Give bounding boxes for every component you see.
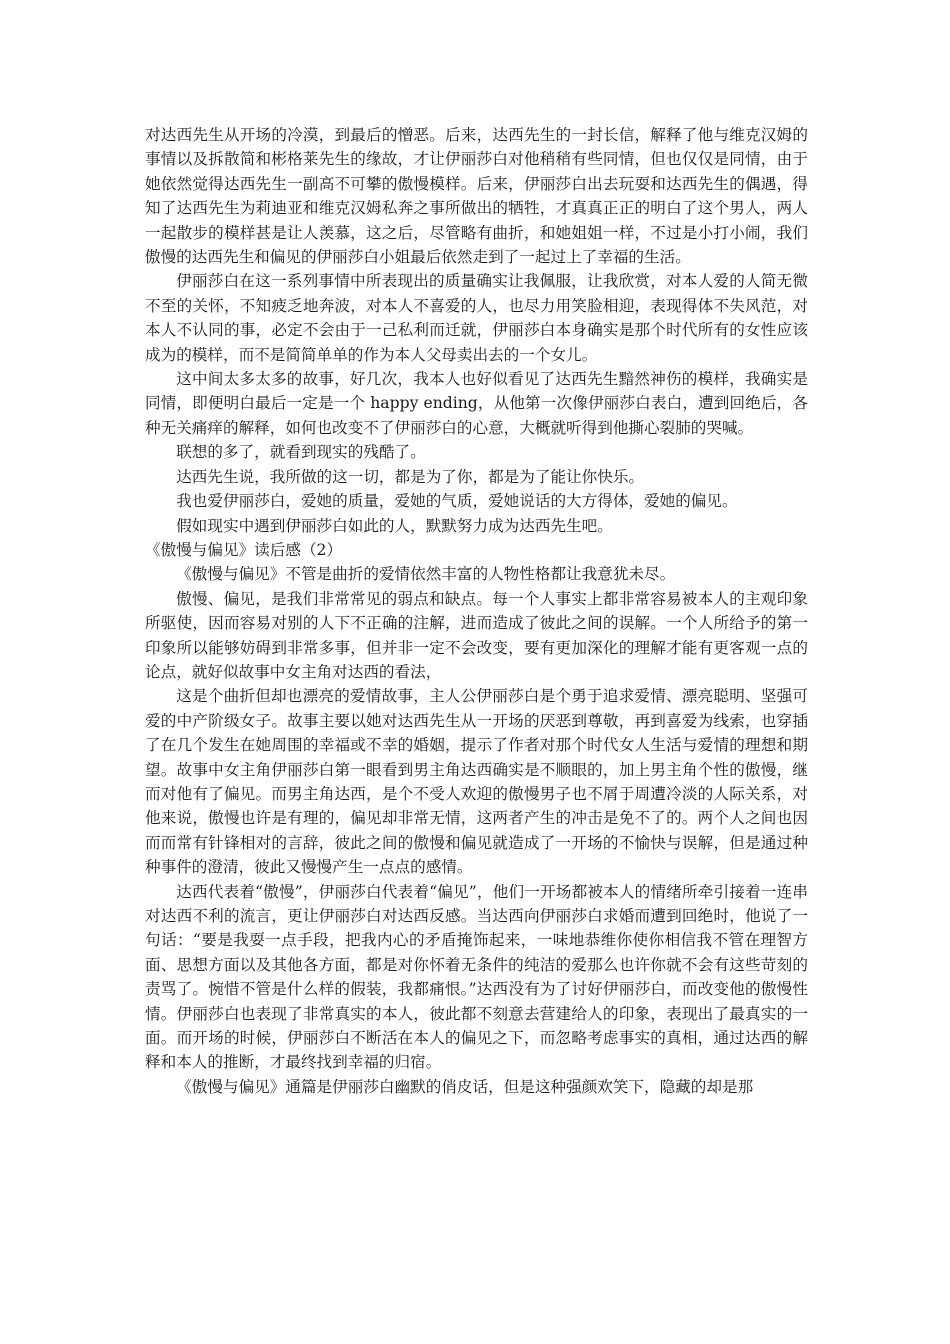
document-page [145, 123, 808, 1099]
paragraph: 对达西先生从开场的冷漠，到最后的憎恶。后来，达西先生的一封长信，解释了他与维克汉姆的事情以及拆散简和彬格莱先生的缘故，才让伊丽莎白对他稍稍有些同情，但也仅仅是同情，由于她依然觉得达西先生一副高不可攀的傲慢模样。后来，伊丽莎白出去玩耍和达西先生的偶遇，得知了达西先生为莉迪亚和维克汉姆私奔之事所做出的牺牲，才真真正正的明白了这个男人，两人一起散步的模样甚是让人羡慕，这之后，尽管略有曲折，和她姐姐一样，不过是小打小闹，我们傲慢的达西先生和偏见的伊丽莎白小姐最后依然走到了一起过上了幸福的生活。 [145, 126, 808, 267]
paragraph: 这是个曲折但却也漂亮的爱情故事，主人公伊丽莎白是个勇于追求爱情、漂亮聪明、坚强可爱的中产阶级女子。故事主要以她对达西先生从一开场的厌恶到尊敬，再到喜爱为线索，也穿插了在几个发生在她周围的幸福或不幸的婚姻，提示了作者对那个时代女人生活与爱情的理想和期望。故事中女主角伊丽莎白第一眼看到男主角达西确实是不顺眼的，加上男主角个性的傲慢，继而对他有了偏见。而男主角达西，是个不受人欢迎的傲慢男子也不屑于周遭冷淡的人际关系，对他来说，傲慢也许是有理的，偏见却非常无情，这两者产生的冲击是免不了的。两个人之间也因而而常有针锋相对的言辞，彼此之间的傲慢和偏见就造成了一开场的不愉快与误解，但是通过种种事件的澄清，彼此又慢慢产生一点点的感情。 [145, 687, 808, 877]
paragraph: 这中间太多太多的故事，好几次，我本人也好似看见了达西先生黯然神伤的模样，我确实是同情，即便明白最后一定是一个 happy ending，从他第一次像伊丽莎白表白，遭到回绝后，各种无关痛痒的解释，如何也改变不了伊丽莎白的心意，大概就听得到他撕心裂肺的哭喊。 [145, 370, 808, 437]
section-title: 《傲慢与偏见》读后感（2） [145, 540, 343, 559]
paragraph: 《傲慢与偏见》通篇是伊丽莎白幽默的俏皮话，但是这种强颜欢笑下，隐藏的却是那 [176, 1077, 754, 1096]
paragraph: 《傲慢与偏见》不管是曲折的爱情依然丰富的人物性格都让我意犹未尽。 [176, 565, 676, 584]
paragraph: 达西先生说，我所做的这一切，都是为了你，都是为了能让你快乐。 [176, 467, 645, 486]
paragraph: 傲慢、偏见，是我们非常常见的弱点和缺点。每一个人事实上都非常容易被本人的主观印象所驱使，因而容易对别的人下不正确的注解，进而造成了彼此之间的误解。一个人所给予的第一印象所以能够妨碍到非常多事，但并非一定不会改变，要有更加深化的理解才能有更客观一点的论点，就好似故事中女主角对达西的看法， [145, 589, 808, 681]
paragraph: 假如现实中遇到伊丽莎白如此的人，默默努力成为达西先生吧。 [176, 516, 613, 535]
paragraph: 伊丽莎白在这一系列事情中所表现出的质量确实让我佩服，让我欣赏，对本人爱的人简无微不至的关怀，不知疲乏地奔波，对本人不喜爱的人，也尽力用笑脸相迎，表现得体不失风范，对本人不认同的事，必定不会由于一己私利而迁就，伊丽莎白本身确实是那个时代所有的女性应该成为的模样，而不是简简单单的作为本人父母卖出去的一个女儿。 [145, 272, 808, 364]
paragraph: 联想的多了，就看到现实的残酷了。 [176, 443, 426, 462]
paragraph: 达西代表着“傲慢”，伊丽莎白代表着“偏见”，他们一开场都被本人的情绪所牵引接着一连串对达西不利的流言，更让伊丽莎白对达西反感。当达西向伊丽莎白求婚而遭到回绝时，他说了一句话：“要是我耍一点手段，把我内心的矛盾掩饰起来，一味地恭维你使你相信我不管在理智方面、思想方面以及其他各方面，都是对你怀着无条件的纯洁的爱那么也许你就不会有这些苛刻的责骂了。惋惜不管是什么样的假装，我都痛恨。”达西没有为了讨好伊丽莎白，而改变他的傲慢性情。伊丽莎白也表现了非常真实的本人，彼此都不刻意去营建给人的印象，表现出了最真实的一面。而开场的时候，伊丽莎白不断活在本人的偏见之下，而忽略考虑事实的真相，通过达西的解释和本人的推断，才最终找到幸福的归宿。 [145, 882, 808, 1072]
paragraph: 我也爱伊丽莎白，爱她的质量，爱她的气质，爱她说话的大方得体，爱她的偏见。 [176, 492, 738, 511]
